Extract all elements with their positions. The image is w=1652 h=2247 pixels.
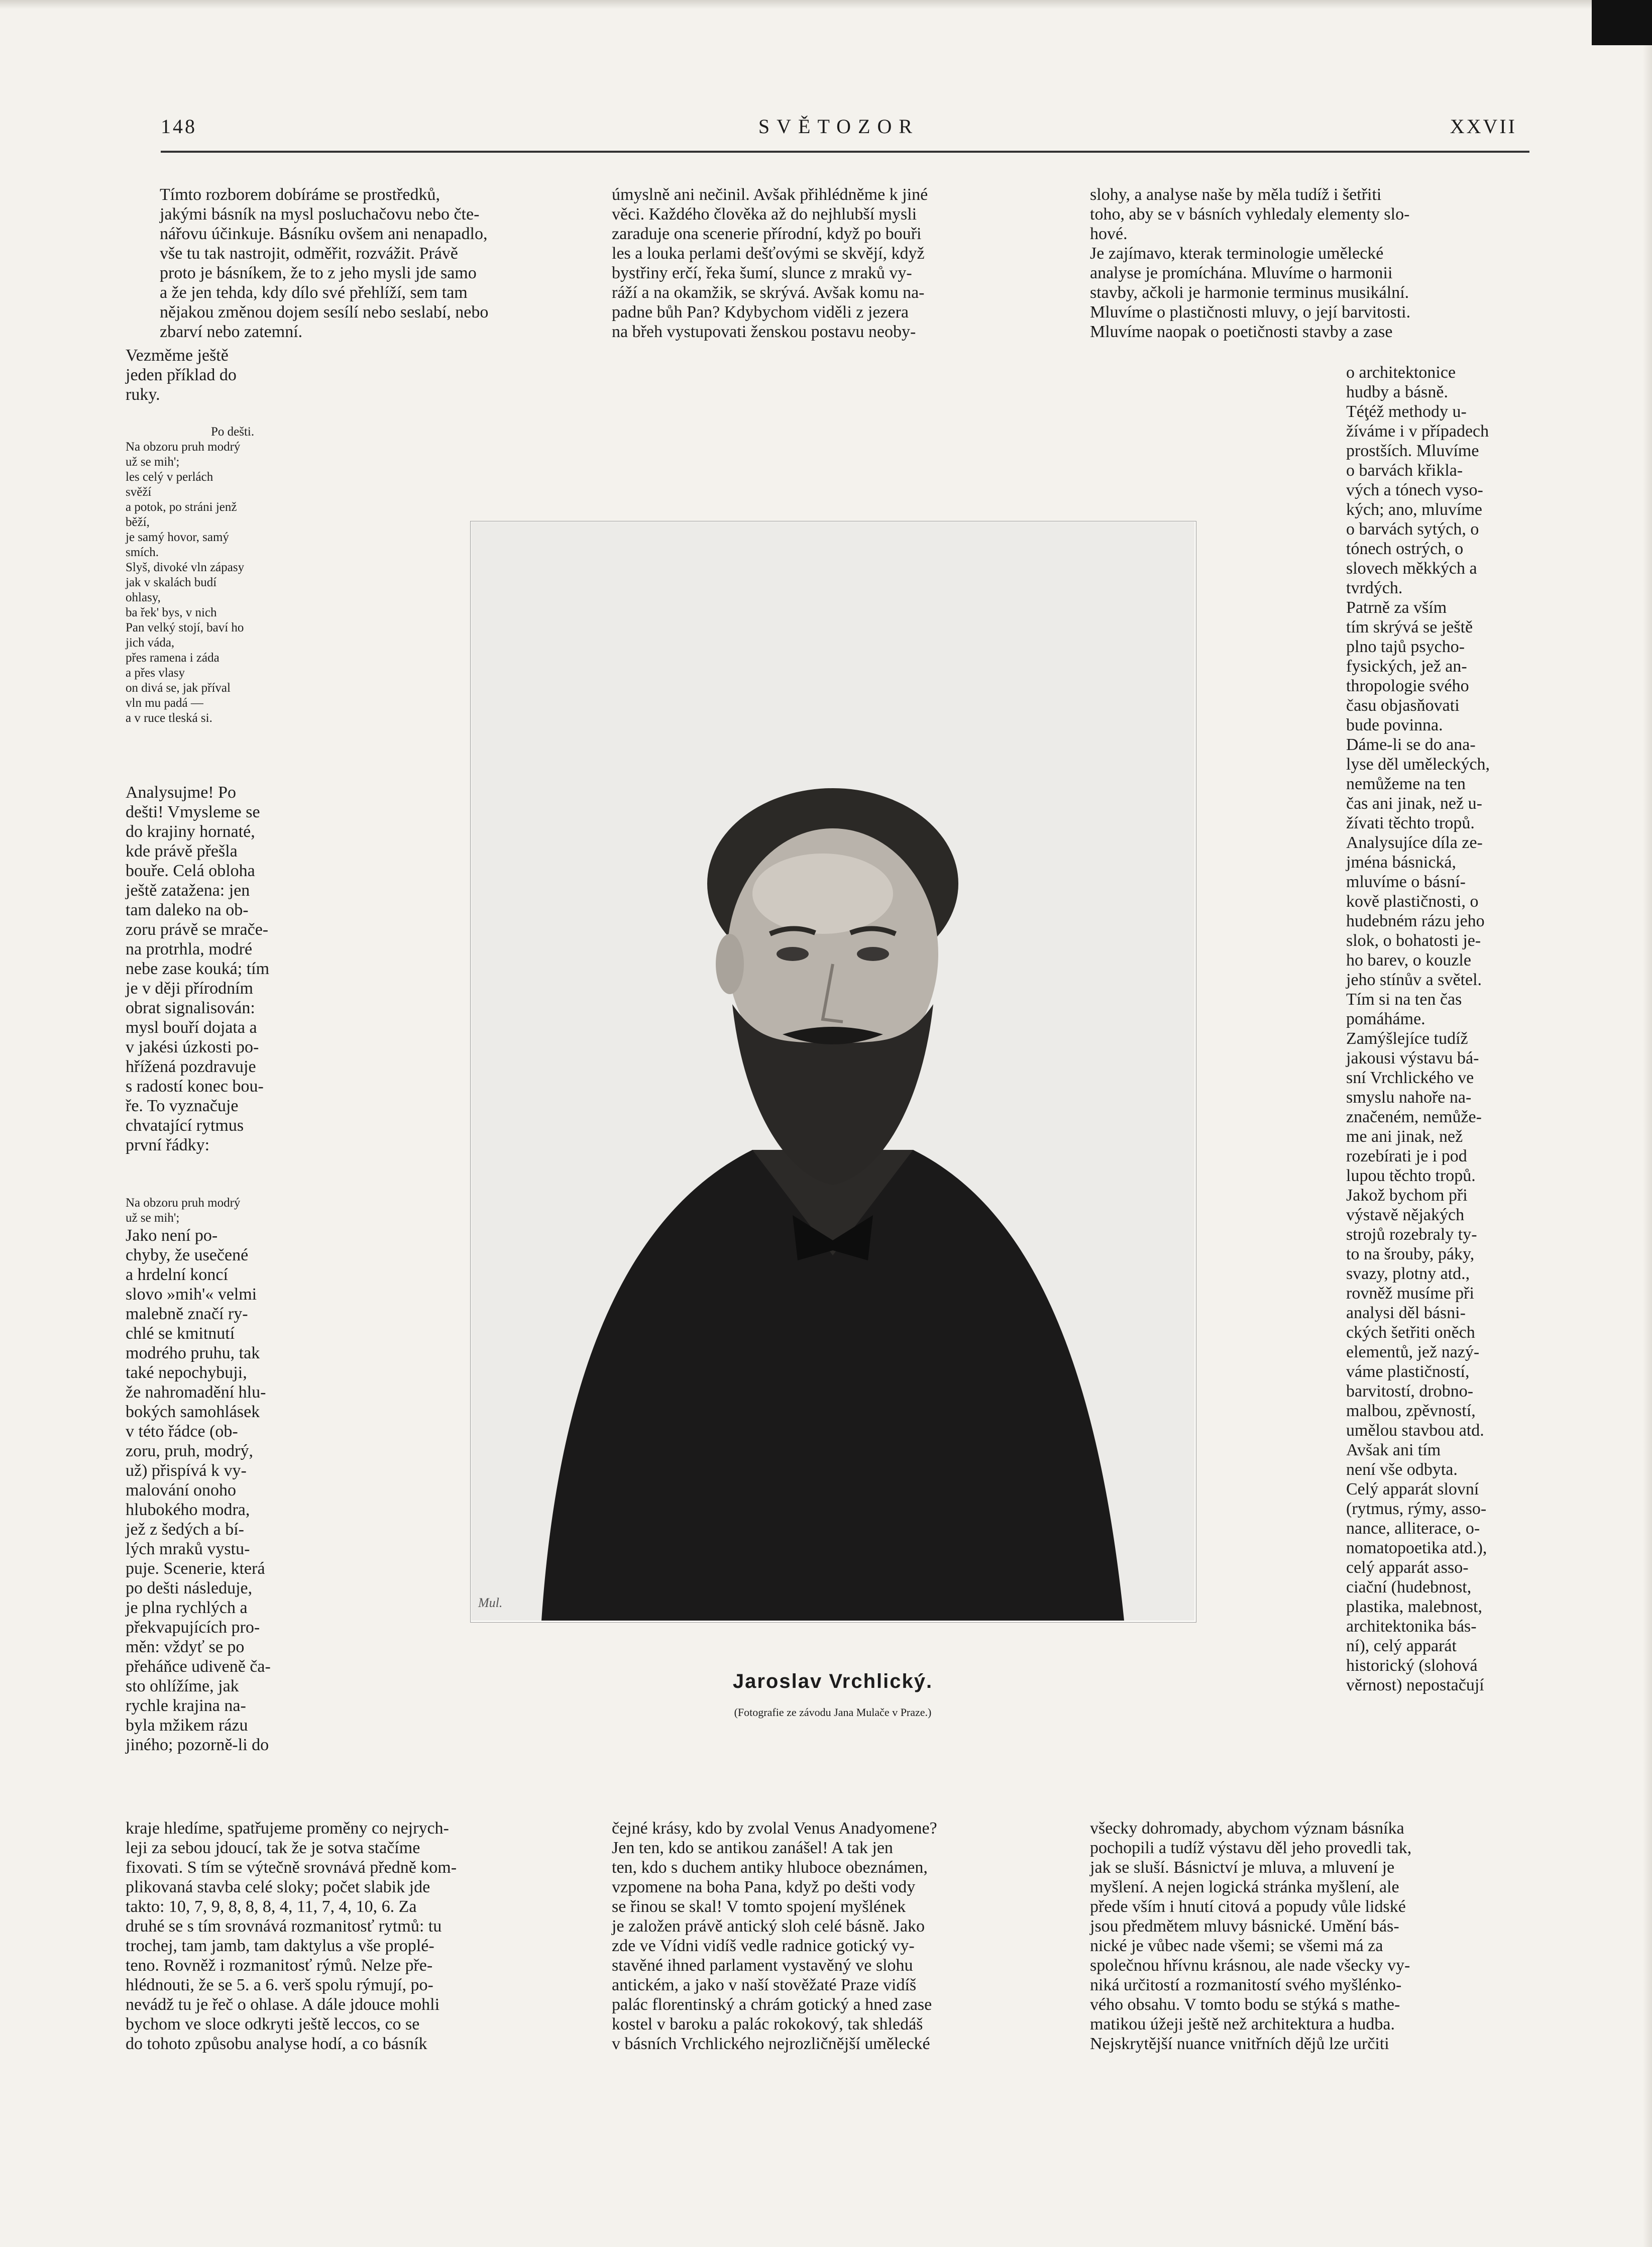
volume-number: XXVII <box>1450 115 1517 138</box>
header-rule <box>161 151 1529 153</box>
poem-line: Na obzoru pruh modrý <box>126 440 241 454</box>
text-line: Je zajímavo, kterak terminologie umělecké <box>1090 244 1384 263</box>
text-line: barvitostí, drobno- <box>1346 1382 1474 1401</box>
text-line: stavěné ihned parlament vystavěný ve slohu <box>612 1956 913 1975</box>
text-line: věrnost) nepostačují <box>1346 1676 1484 1694</box>
text-line: ho barev, o kouzle <box>1346 951 1471 970</box>
text-line: les a louka perlami dešťovými se skvějí, když <box>612 244 925 263</box>
text-line: Analysujme! Po <box>126 783 237 802</box>
text-line: Nejskrytější nuance vnitřních dějů lze určiti <box>1090 2035 1389 2053</box>
text-line: stavby, ačkoli je harmonie terminus musikální. <box>1090 283 1409 302</box>
text-line: jsou předmětem mluvy básnické. Umění bás- <box>1090 1917 1399 1936</box>
text-line: pochopili a tudíž výstavu děl jeho provedli tak, <box>1090 1839 1412 1857</box>
text-line: analyse je promíchána. Mluvíme o harmonii <box>1090 264 1393 282</box>
text-line: Dáme-li se do ana- <box>1346 735 1476 754</box>
text-line: rychle krajina na- <box>126 1696 246 1715</box>
text-line: společnou hřívnu krásnou, ale nade všecky vy- <box>1090 1956 1410 1975</box>
poem-line: Pan velký stojí, baví ho <box>126 621 244 634</box>
text-line: sní Vrchlického ve <box>1346 1068 1474 1087</box>
text-line: me ani jinak, než <box>1346 1127 1463 1146</box>
text-line: nebe zase kouká; tím <box>126 959 270 978</box>
text-line: v básních Vrchlického nejrozličnější umělecké <box>612 2035 930 2053</box>
text-line: ten, kdo s duchem antiky hluboce obeznámen, <box>612 1858 928 1877</box>
text-line: proto je básníkem, že to z jeho mysli jde samo <box>160 264 477 282</box>
text-line: slovo »mih'« velmi <box>126 1285 257 1304</box>
text-line: Zamýšlejíce tudíž <box>1346 1029 1468 1048</box>
text-line: vých a tónech vyso- <box>1346 481 1483 499</box>
text-line: do tohoto způsobu analyse hodí, a co básník <box>126 2035 427 2053</box>
text-line: hudby a básně. <box>1346 383 1449 401</box>
column-2-intro <box>612 185 1049 342</box>
text-line: jména básnická, <box>1346 853 1457 872</box>
text-line: ciační (hudebnost, <box>1346 1578 1472 1596</box>
text-line: žívati těchto tropů. <box>1346 814 1475 832</box>
text-line: žíváme i v případech <box>1346 422 1489 441</box>
text-line: v jakési úzkosti po- <box>126 1038 259 1056</box>
poem-line: a přes vlasy <box>126 666 185 680</box>
poem-line: běží, <box>126 515 150 529</box>
text-line: je založen právě antický sloh celé básně. Jako <box>612 1917 925 1936</box>
text-line: malbou, zpěvností, <box>1346 1402 1476 1420</box>
text-line: zaraduje ona scenerie přírodní, když po bouři <box>612 225 922 243</box>
page-right-edge <box>1643 0 1652 2247</box>
text-line: tam daleko na ob- <box>126 901 249 919</box>
text-line: tónech ostrých, o <box>1346 540 1464 558</box>
text-line: nářovu účinkuje. Básníku ovšem ani nenapadlo, <box>160 225 488 243</box>
quote-line: Na obzoru pruh modrý <box>126 1196 241 1210</box>
text-line: jakými básník na mysl posluchačovu nebo čte- <box>160 205 480 224</box>
text-line: lých mraků vystu- <box>126 1540 250 1558</box>
text-line: ráží a na okamžik, se skrývá. Avšak komu na- <box>612 283 925 302</box>
text-line: historický (slohová <box>1346 1656 1478 1675</box>
text-line: palác florentinský a chrám gotický a hned zase <box>612 1995 932 2014</box>
text-line: nevádž tu je řeč o ohlase. A dále jdouce mohli <box>126 1995 440 2014</box>
text-line: zoru právě se mrače- <box>126 920 269 939</box>
portrait-illustration <box>471 522 1194 1621</box>
text-line: pomáháme. <box>1346 1010 1425 1028</box>
text-line: bychom ve sloce odkryti ještě leccos, co se <box>126 2015 420 2034</box>
text-line: to na šrouby, páky, <box>1346 1245 1475 1263</box>
column-3-intro <box>1090 185 1532 342</box>
text-line: plikovaná stavba celé sloky; počet slabik jde <box>126 1878 430 1896</box>
text-line: hudebném rázu jeho <box>1346 912 1485 930</box>
poem-line: jak v skalách budí <box>126 576 217 589</box>
text-line: chyby, že usečené <box>126 1246 249 1264</box>
text-line: zbarví nebo zatemní. <box>160 323 303 341</box>
text-line: takto: 10, 7, 9, 8, 8, 8, 4, 11, 7, 4, 10, 6. Za <box>126 1897 417 1916</box>
text-line: tím skrývá se ještě <box>1346 618 1473 636</box>
poem-line: svěží <box>126 485 152 499</box>
photographer-signature: Mul. <box>478 1595 503 1610</box>
text-line: hlédnouti, že se 5. a 6. verš spolu rýmují, po- <box>126 1976 433 1994</box>
text-line: strojů rozebraly ty- <box>1346 1225 1477 1244</box>
poem-line: les celý v perlách <box>126 470 213 484</box>
text-line: analysi děl básni- <box>1346 1304 1466 1322</box>
text-line: fysických, jež an- <box>1346 657 1467 676</box>
text-line: nemůžeme na ten <box>1346 775 1466 793</box>
text-line: první řádky: <box>126 1136 210 1154</box>
text-line: malování onoho <box>126 1481 237 1500</box>
text-line: hřížená pozdravuje <box>126 1057 256 1076</box>
column-1-analysis <box>126 783 315 1155</box>
text-line: s radostí konec bou- <box>126 1077 264 1096</box>
text-line: nějakou změnou dojem sesílí nebo seslabí, nebo <box>160 303 489 322</box>
text-line: leji za sebou jdoucí, tak že je sotva stačíme <box>126 1839 420 1857</box>
text-line: se řinou se skal! V tomto spojení myšlének <box>612 1897 906 1916</box>
photo-credit: (Fotografie ze závodu Jana Mulače v Praze.) <box>734 1706 932 1719</box>
text-line: Patrně za vším <box>1346 598 1447 617</box>
text-line: plno tajů psycho- <box>1346 637 1465 656</box>
text-line: slohy, a analyse naše by měla tudíž i šetřiti <box>1090 185 1382 204</box>
poem-line: jich váda, <box>126 636 175 650</box>
text-line: rovněž musíme při <box>1346 1284 1474 1303</box>
text-line: sto ohlížíme, jak <box>126 1677 239 1695</box>
text-line: značeném, nemůže- <box>1346 1108 1482 1126</box>
text-line: slovech měkkých a <box>1346 559 1477 578</box>
text-line: na břeh vystupovati ženskou postavu neoby- <box>612 323 916 341</box>
text-line: všecky dohromady, abychom význam básníka <box>1090 1819 1404 1838</box>
scan-corner-mark <box>1592 0 1652 45</box>
text-line: že nahromadění hlu- <box>126 1383 266 1402</box>
text-line: elementů, jež nazý- <box>1346 1343 1480 1361</box>
text-line: chlé se kmitnutí <box>126 1324 235 1343</box>
text-line: teno. Rovněž i rozmanitosť rýmů. Nelze pře- <box>126 1956 433 1975</box>
text-line: času objasňovati <box>1346 696 1460 715</box>
poem-line: on divá se, jak příval <box>126 681 231 695</box>
column-1-intro <box>160 185 572 342</box>
text-line: nomatopoetika atd.), <box>1346 1539 1487 1557</box>
text-line: Celý apparát slovní <box>1346 1480 1479 1499</box>
text-line: Mluvíme o plastičnosti mluvy, o její barvitosti. <box>1090 303 1411 322</box>
text-line: o barvách křikla- <box>1346 461 1463 480</box>
text-line: jiného; pozorně-li do <box>126 1736 269 1754</box>
text-line: měn: vždyť se po <box>126 1638 245 1656</box>
bottom-column-1 <box>126 1818 578 2054</box>
text-line: Avšak ani tím <box>1346 1441 1441 1459</box>
text-line: lupou těchto tropů. <box>1346 1166 1476 1185</box>
text-line: bouře. Celá obloha <box>126 862 255 880</box>
text-line: mluvíme o básní- <box>1346 873 1466 891</box>
text-line: váme plastičností, <box>1346 1362 1470 1381</box>
text-line: rozebírati je i pod <box>1346 1147 1467 1165</box>
text-line: nance, alliterace, o- <box>1346 1519 1480 1538</box>
poem-line: přes ramena i záda <box>126 651 219 665</box>
poem-line: smích. <box>126 546 159 559</box>
text-line: přeháňce udiveně ča- <box>126 1657 271 1676</box>
text-line: věci. Každého člověka až do nejhlubší mysli <box>612 205 917 224</box>
text-line: fixovati. S tím se výtečně srovnává předně kom- <box>126 1858 457 1877</box>
text-line: smyslu nahoře na- <box>1346 1088 1472 1107</box>
page-top-edge <box>0 0 1652 9</box>
text-line: výstavě nějakých <box>1346 1206 1465 1224</box>
poem-line: je samý hovor, samý <box>126 530 229 544</box>
column-1-continuation <box>126 1226 315 1755</box>
poem-line: vln mu padá — <box>126 696 203 710</box>
text-line: čejné krásy, kdo by zvolal Venus Anadyomene? <box>612 1819 937 1838</box>
text-line: dešti! Vmysleme se <box>126 803 260 821</box>
poem-po-desti <box>126 424 315 726</box>
text-line: byla mžikem rázu <box>126 1716 248 1735</box>
text-line: kde právě přešla <box>126 842 238 861</box>
text-line: trochej, tam jamb, tam daktylus a vše proplé- <box>126 1937 434 1955</box>
text-line: je plna rychlých a <box>126 1598 248 1617</box>
text-line: přede vším i hnutí citová a popudy vůle lidské <box>1090 1897 1406 1916</box>
text-line: jež z šedých a bí- <box>126 1520 244 1539</box>
text-line: Jako není po- <box>126 1226 218 1245</box>
text-line: nické je vůbec nade všemi; se všemi má za <box>1090 1937 1383 1955</box>
text-line: o architektonice <box>1346 363 1456 382</box>
text-line: kostel v baroku a palác rokokový, tak shledáš <box>612 2015 923 2034</box>
text-line: Tím si na ten čas <box>1346 990 1462 1009</box>
text-line: není vše odbyta. <box>1346 1460 1458 1479</box>
text-line: jeden příklad do <box>126 366 237 384</box>
poem-line: už se mih'; <box>126 455 180 469</box>
portrait-photo <box>471 522 1194 1621</box>
text-line: kově plastičnosti, o <box>1346 892 1479 911</box>
text-line: Tímto rozborem dobíráme se prostředků, <box>160 185 440 204</box>
bottom-column-2 <box>612 1818 1049 2054</box>
text-line: Vezměme ještě <box>126 346 229 365</box>
text-line: celý apparát asso- <box>1346 1558 1469 1577</box>
text-line: překvapujících pro- <box>126 1618 260 1637</box>
page-number: 148 <box>161 115 197 138</box>
poem-line: ba řek' bys, v nich <box>126 606 217 619</box>
text-line: po dešti následuje, <box>126 1579 253 1597</box>
bottom-column-3 <box>1090 1818 1532 2054</box>
running-title: SVĚTOZOR <box>758 115 920 138</box>
text-line: modrého pruhu, tak <box>126 1344 260 1362</box>
text-line: Téţéž methody u- <box>1346 402 1467 421</box>
text-line: čas ani jinak, než u- <box>1346 794 1482 813</box>
text-line: Analysujíce díla ze- <box>1346 833 1483 852</box>
text-line: matikou úžeji ještě než architektura a hudba. <box>1090 2015 1395 2034</box>
text-line: Jakož bychom při <box>1346 1186 1468 1205</box>
text-line: o barvách sytých, o <box>1346 520 1479 539</box>
text-line: jak se sluší. Básnictví je mluva, a mluvení je <box>1090 1858 1395 1877</box>
text-line: Jen ten, kdo se antikou zanášel! A tak jen <box>612 1839 893 1857</box>
text-line: myšlení. A nejen logická stránka myšlení, ale <box>1090 1878 1399 1896</box>
poem-line: ohlasy, <box>126 591 161 604</box>
text-line: ře. To vyznačuje <box>126 1097 239 1115</box>
page-header <box>161 115 1517 145</box>
text-line: niká určitostí a rozmanitostí svého myšlénko- <box>1090 1976 1402 1994</box>
text-line: druhé se s tím srovnává rozmanitosť rytmů: tu <box>126 1917 442 1936</box>
text-line: bystřiny erčí, řeka šumí, slunce z mraků vy- <box>612 264 912 282</box>
text-line: kých; ano, mluvíme <box>1346 500 1483 519</box>
text-line: vzpomene na boha Pana, když po dešti vody <box>612 1878 916 1896</box>
poem-lines <box>126 440 315 726</box>
poem-line: a v ruce tleská si. <box>126 711 212 725</box>
quote-line: už se mih'; <box>126 1211 180 1225</box>
poem-line: a potok, po stráni jenž <box>126 500 237 514</box>
text-line: slok, o bohatosti je- <box>1346 931 1481 950</box>
text-line: kraje hledíme, spatřujeme proměny co nejrych- <box>126 1819 449 1838</box>
text-line: jakousi výstavu bá- <box>1346 1049 1479 1067</box>
text-line: mysl bouří dojata a <box>126 1018 257 1037</box>
column-1-lead <box>126 346 315 404</box>
text-line: na protrhla, modré <box>126 940 253 958</box>
text-line: (rytmus, rýmy, asso- <box>1346 1500 1487 1518</box>
text-line: je v ději přírodním <box>126 979 254 998</box>
text-line: umělou stavbou atd. <box>1346 1421 1484 1440</box>
text-line: zoru, pruh, modrý, <box>126 1442 254 1460</box>
text-line: puje. Scenerie, která <box>126 1559 265 1578</box>
portrait-caption: Jaroslav Vrchlický. <box>732 1670 933 1692</box>
poem-title: Po dešti. <box>211 425 255 439</box>
text-line: chvatající rytmus <box>126 1116 244 1135</box>
text-line: svazy, plotny atd., <box>1346 1264 1470 1283</box>
text-line: Mluvíme naopak o poetičnosti stavby a zase <box>1090 323 1393 341</box>
poem-line: Slyš, divoké vln zápasy <box>126 561 245 574</box>
text-line: úmyslně ani nečinil. Avšak přihlédněme k jiné <box>612 185 928 204</box>
text-line: malebně značí ry- <box>126 1305 248 1323</box>
text-line: ní), celý apparát <box>1346 1637 1457 1655</box>
text-line: antickém, a jako v naší stověžaté Praze vidíš <box>612 1976 917 1994</box>
text-line: v této řádce (ob- <box>126 1422 238 1441</box>
text-line: padne bůh Pan? Kdybychom viděli z jezera <box>612 303 909 322</box>
text-line: tvrdých. <box>1346 579 1403 597</box>
text-line: plastika, malebnost, <box>1346 1597 1483 1616</box>
text-line: ckých šetřiti oněch <box>1346 1323 1475 1342</box>
text-line: zde ve Vídni vidíš vedle radnice gotický vy- <box>612 1937 915 1955</box>
text-line: vého obsahu. V tomto bodu se stýká s mathe- <box>1090 1995 1400 2014</box>
text-line: ještě zatažena: jen <box>126 881 250 900</box>
text-line: prostších. Mluvíme <box>1346 442 1479 460</box>
text-line: obrat signalisován: <box>126 999 255 1017</box>
quoted-verse <box>126 1196 315 1226</box>
text-line: bokých samohlásek <box>126 1403 260 1421</box>
text-line: a hrdelní koncí <box>126 1265 228 1284</box>
text-line: už) přispívá k vy- <box>126 1461 247 1480</box>
text-line: do krajiny hornaté, <box>126 822 255 841</box>
text-line: vše tu tak nastrojit, odměřit, rozvážit. Právě <box>160 244 458 263</box>
text-line: hlubokého modra, <box>126 1501 250 1519</box>
text-line: ruky. <box>126 385 160 404</box>
text-line: toho, aby se v básních vyhledaly elementy slo- <box>1090 205 1410 224</box>
text-line: a že jen tehda, kdy dílo své přehlíží, sem tam <box>160 283 468 302</box>
text-line: architektonika bás- <box>1346 1617 1477 1636</box>
text-line: thropologie svého <box>1346 677 1469 695</box>
column-3-narrow <box>1346 363 1537 1695</box>
text-line: lyse děl uměleckých, <box>1346 755 1490 774</box>
text-line: také nepochybuji, <box>126 1363 247 1382</box>
text-line: jeho stínův a světel. <box>1346 971 1482 989</box>
text-line: hové. <box>1090 225 1128 243</box>
text-line: bude povinna. <box>1346 716 1443 734</box>
